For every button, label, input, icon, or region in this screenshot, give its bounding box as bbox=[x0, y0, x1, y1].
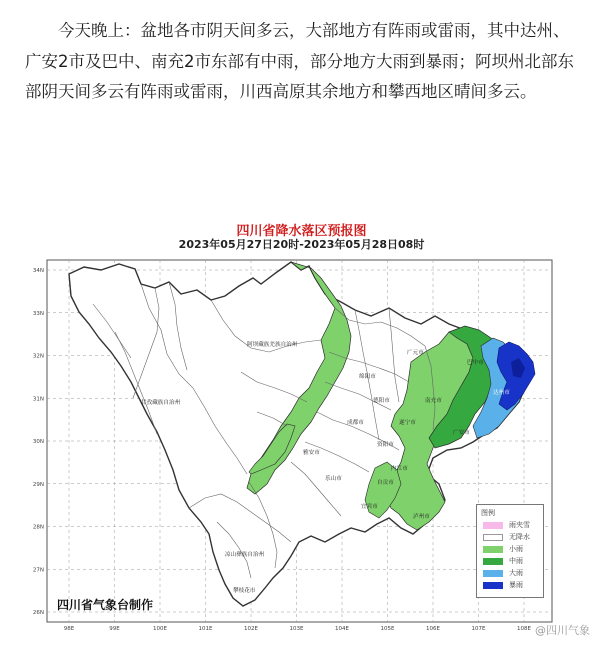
map-period: 2023年05月27日20时-2023年05月28日08时 bbox=[178, 238, 425, 251]
latitude-tick-label: 27N bbox=[32, 567, 44, 574]
legend-title: 图例 bbox=[481, 509, 495, 517]
city-label: 德阳市 bbox=[373, 398, 390, 404]
city-label: 成都市 bbox=[347, 420, 364, 426]
longitude-tick-label: 107E bbox=[471, 626, 486, 632]
legend-label: 无降水 bbox=[509, 533, 530, 541]
longitude-tick-label: 108E bbox=[517, 626, 531, 632]
city-label: 攀枝花市 bbox=[233, 588, 256, 594]
city-label: 甘孜藏族自治州 bbox=[141, 400, 181, 406]
longitude-tick-label: 103E bbox=[289, 626, 304, 632]
city-label: 阿坝藏族羌族自治州 bbox=[247, 342, 298, 348]
legend-item bbox=[483, 556, 523, 566]
legend-label: 大雨 bbox=[509, 569, 523, 577]
legend-item bbox=[483, 532, 530, 542]
longitude-tick-label: 106E bbox=[426, 626, 440, 632]
latitude-labels bbox=[33, 268, 44, 616]
city-label: 广元市 bbox=[407, 350, 424, 356]
latitude-tick-label: 32N bbox=[32, 353, 44, 360]
legend-label: 小雨 bbox=[509, 545, 523, 553]
city-label: 内江市 bbox=[391, 466, 408, 472]
city-label: 绵阳市 bbox=[359, 374, 376, 380]
legend-label: 中雨 bbox=[509, 557, 523, 565]
legend-swatch bbox=[483, 522, 503, 529]
legend-swatch bbox=[483, 546, 503, 553]
forecast-article bbox=[25, 16, 585, 108]
longitude-tick-label: 99E bbox=[109, 626, 120, 632]
precipitation-map bbox=[29, 212, 574, 642]
longitude-tick-label: 100E bbox=[153, 626, 167, 632]
legend-item bbox=[483, 520, 530, 530]
forecast-paragraph: 今天晚上：盆地各市阴天间多云，大部地方有阵雨或雷雨，其中达州、广安2市及巴中、南充2市东部有中雨，部分地方大雨到暴雨；阿坝州北部东部阴天间多云有阵雨或雷雨，川西高原其余地方和攀西地区晴间多云。 bbox=[25, 21, 574, 101]
latitude-tick-label: 34N bbox=[32, 268, 44, 274]
latitude-tick-label: 31N bbox=[32, 396, 44, 403]
latitude-tick-label: 29N bbox=[32, 481, 44, 488]
longitude-tick-label: 104E bbox=[335, 626, 349, 632]
city-label: 泸州市 bbox=[413, 514, 430, 520]
legend-swatch bbox=[483, 582, 503, 589]
longitude-tick-label: 105E bbox=[380, 626, 395, 632]
legend-swatch bbox=[483, 534, 503, 541]
city-label: 自贡市 bbox=[377, 480, 394, 486]
map-title: 四川省降水落区预报图 bbox=[236, 224, 367, 239]
latitude-tick-label: 26N bbox=[32, 610, 44, 616]
watermark: @四川气象 bbox=[535, 624, 590, 637]
legend-swatch bbox=[483, 558, 503, 565]
latitude-tick-label: 33N bbox=[32, 310, 44, 317]
legend-item bbox=[483, 544, 523, 554]
legend-item bbox=[483, 580, 523, 590]
city-label: 资阳市 bbox=[377, 442, 394, 448]
city-label: 广安市 bbox=[453, 430, 470, 436]
legend-swatch bbox=[483, 570, 503, 577]
legend-label: 暴雨 bbox=[509, 581, 523, 589]
longitude-labels bbox=[64, 626, 532, 632]
legend-label: 雨夹雪 bbox=[509, 521, 530, 529]
longitude-tick-label: 102E bbox=[244, 626, 258, 632]
legend bbox=[476, 504, 544, 598]
city-label: 南充市 bbox=[425, 398, 442, 404]
latitude-tick-label: 30N bbox=[32, 439, 44, 445]
city-label: 遂宁市 bbox=[399, 420, 416, 426]
city-label: 宜宾市 bbox=[361, 504, 378, 510]
city-label: 巴中市 bbox=[467, 360, 484, 366]
city-label: 达州市 bbox=[493, 390, 510, 396]
city-label: 凉山彝族自治州 bbox=[225, 552, 265, 558]
map-credit: 四川省气象台制作 bbox=[57, 598, 154, 612]
latitude-tick-label: 28N bbox=[32, 524, 44, 531]
city-label: 雅安市 bbox=[303, 450, 320, 456]
city-label: 乐山市 bbox=[325, 476, 342, 482]
longitude-tick-label: 98E bbox=[63, 626, 75, 632]
legend-item bbox=[483, 568, 523, 578]
longitude-tick-label: 101E bbox=[198, 626, 213, 632]
